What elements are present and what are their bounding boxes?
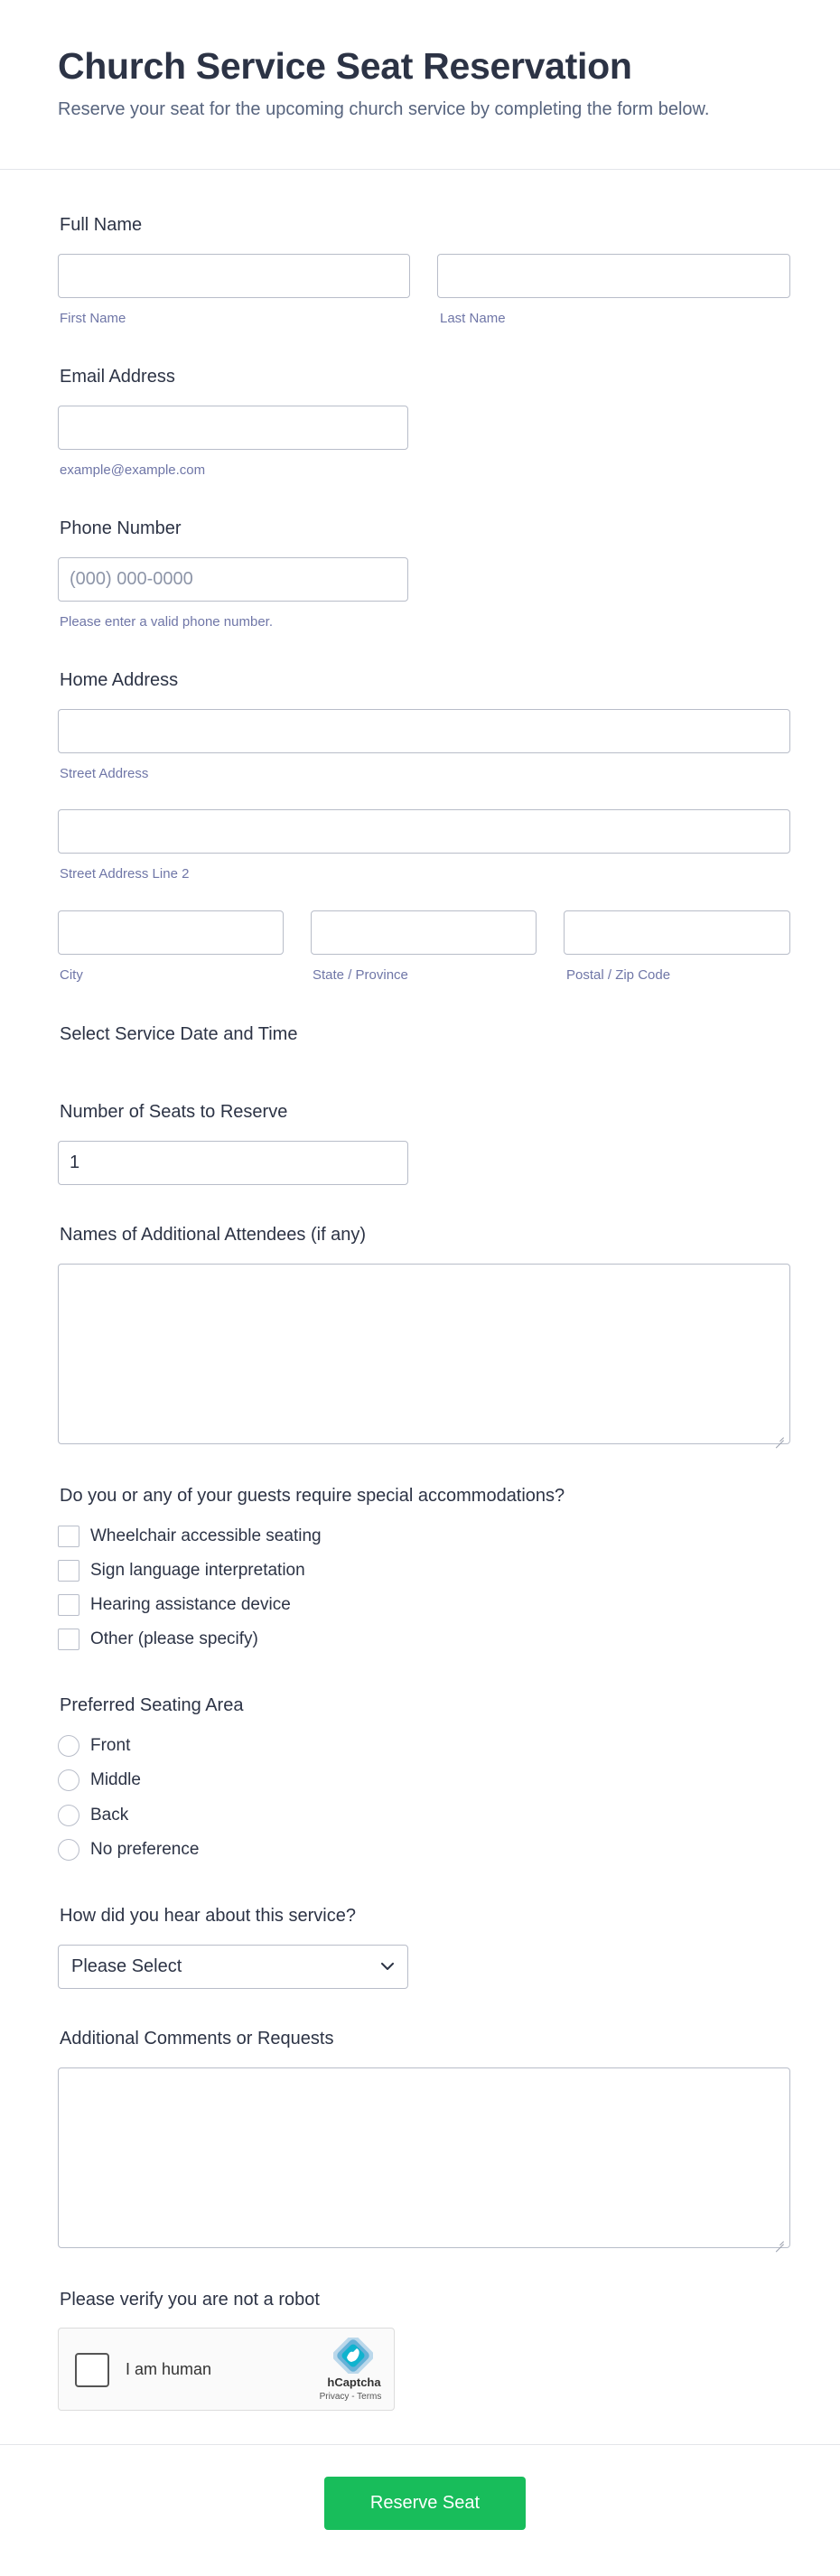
phone-sublabel: Please enter a valid phone number. [60, 614, 273, 630]
zip-sublabel: Postal / Zip Code [566, 967, 671, 983]
email-input[interactable] [58, 406, 408, 450]
seats-input[interactable] [58, 1141, 408, 1185]
street-address-line2-sublabel: Street Address Line 2 [60, 866, 190, 882]
comments-label: Additional Comments or Requests [60, 2029, 334, 2049]
option-label: Front [90, 1736, 131, 1755]
radio-button[interactable] [58, 1839, 79, 1861]
attendees-label: Names of Additional Attendees (if any) [60, 1225, 367, 1245]
captcha-checkbox-text: I am human [126, 2360, 212, 2378]
email-label: Email Address [60, 367, 175, 387]
street-address-line2-input[interactable] [58, 809, 790, 854]
seating-option-back[interactable] [58, 1804, 128, 1827]
captcha-label: Please verify you are not a robot [60, 2290, 320, 2310]
referral-label: How did you hear about this service? [60, 1906, 356, 1926]
checkbox[interactable] [58, 1526, 79, 1547]
hcaptcha-logo-icon [333, 2338, 373, 2374]
seating-label: Preferred Seating Area [60, 1695, 244, 1715]
phone-input[interactable] [58, 557, 408, 602]
checkbox[interactable] [58, 1629, 79, 1650]
attendees-resize-grip[interactable] [775, 1432, 784, 1441]
accommodation-option-sign-language[interactable] [58, 1559, 305, 1582]
city-sublabel: City [60, 967, 83, 983]
city-input[interactable] [58, 910, 284, 955]
page-title: Church Service Seat Reservation [58, 45, 632, 87]
street-address-input[interactable] [58, 709, 790, 753]
service-date-label: Select Service Date and Time [60, 1024, 298, 1044]
last-name-sublabel: Last Name [440, 311, 506, 326]
page-subtitle: Reserve your seat for the upcoming church service by completing the form below. [58, 99, 710, 119]
chevron-down-icon [380, 1960, 395, 1974]
seating-option-middle[interactable] [58, 1769, 141, 1792]
captcha-brand: hCaptcha [327, 2375, 381, 2389]
option-label: No preference [90, 1840, 200, 1859]
captcha-widget [58, 2328, 395, 2411]
captcha-privacy-terms-link[interactable]: Privacy - Terms [319, 2392, 382, 2402]
radio-button[interactable] [58, 1735, 79, 1757]
reserve-seat-button[interactable]: Reserve Seat [324, 2477, 526, 2530]
seats-label: Number of Seats to Reserve [60, 1102, 288, 1122]
captcha-checkbox[interactable] [75, 2353, 109, 2387]
attendees-textarea[interactable] [58, 1264, 790, 1444]
last-name-input[interactable] [437, 254, 790, 298]
email-sublabel: example@example.com [60, 462, 206, 478]
full-name-label: Full Name [60, 215, 143, 235]
option-label: Back [90, 1806, 129, 1825]
option-label: Wheelchair accessible seating [90, 1526, 322, 1545]
comments-resize-grip[interactable] [775, 2235, 784, 2245]
state-sublabel: State / Province [313, 967, 408, 983]
phone-label: Phone Number [60, 518, 182, 538]
seating-option-front[interactable] [58, 1734, 130, 1758]
first-name-sublabel: First Name [60, 311, 126, 326]
accommodations-label: Do you or any of your guests require special accommodations? [60, 1486, 565, 1506]
checkbox[interactable] [58, 1560, 79, 1582]
accommodation-option-wheelchair[interactable] [58, 1525, 322, 1548]
radio-button[interactable] [58, 1805, 79, 1826]
first-name-input[interactable] [58, 254, 410, 298]
comments-textarea[interactable] [58, 2067, 790, 2248]
seating-option-no-preference[interactable] [58, 1838, 199, 1862]
referral-select-value: Please Select [71, 1956, 182, 1976]
radio-button[interactable] [58, 1769, 79, 1791]
option-label: Hearing assistance device [90, 1595, 291, 1614]
option-label: Middle [90, 1770, 141, 1789]
form-header [0, 0, 840, 170]
accommodation-option-hearing[interactable] [58, 1593, 291, 1617]
street-address-sublabel: Street Address [60, 766, 149, 781]
referral-select[interactable] [58, 1945, 408, 1989]
address-label: Home Address [60, 670, 179, 690]
checkbox[interactable] [58, 1594, 79, 1616]
accommodation-option-other[interactable] [58, 1628, 258, 1651]
option-label: Other (please specify) [90, 1629, 258, 1648]
zip-input[interactable] [564, 910, 790, 955]
option-label: Sign language interpretation [90, 1561, 305, 1580]
state-input[interactable] [311, 910, 537, 955]
